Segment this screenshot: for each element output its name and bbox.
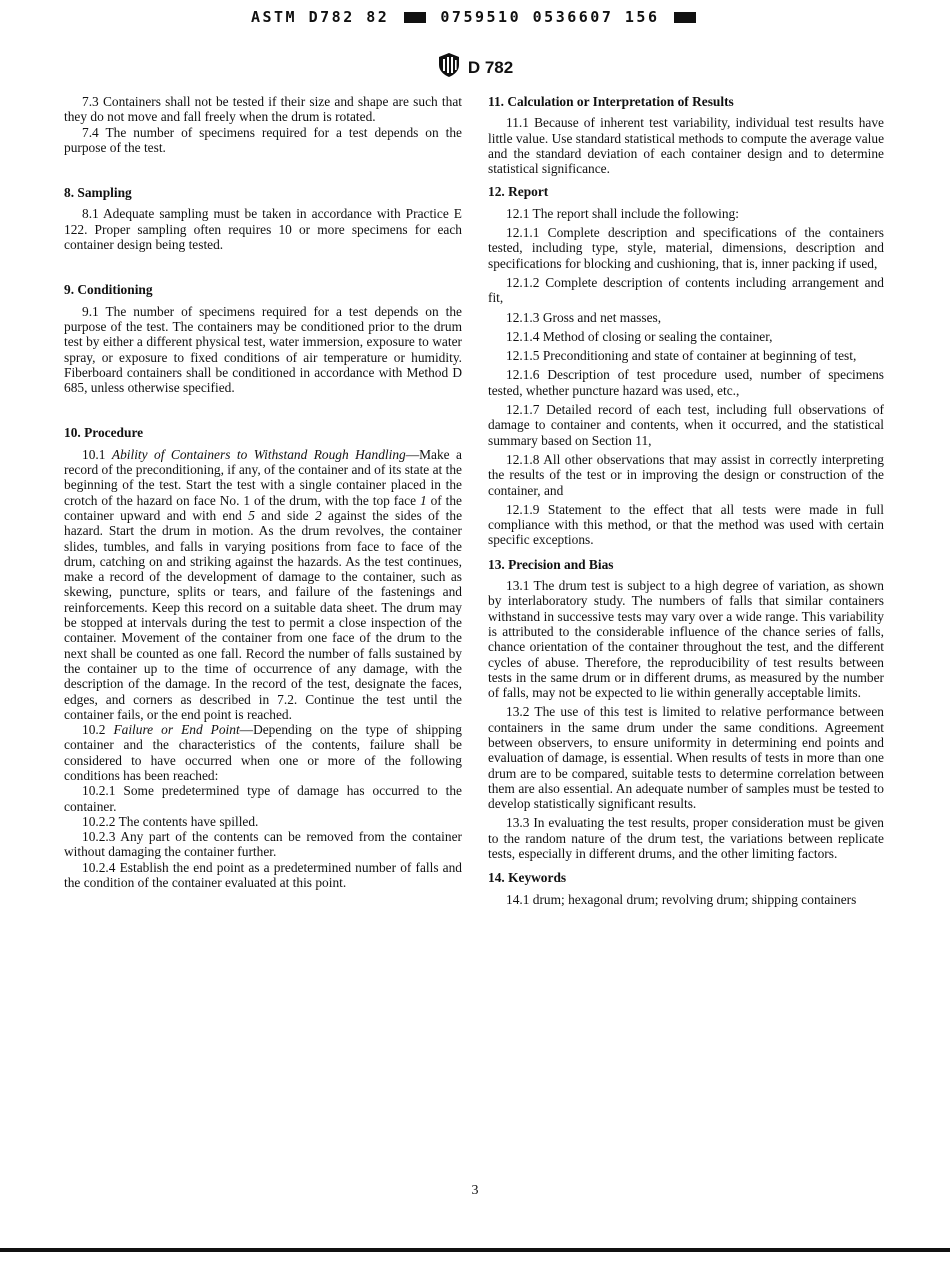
right-column [488,94,884,907]
standard-designation: D 782 [467,57,514,77]
paragraph-7-3: 7.3 Containers shall not be tested if their size and shape are such that they do not move and fall freely when the drum is rotated. [64,94,462,125]
paragraph-11-1: 11.1 Because of inherent test variability, individual test results have little value. Use standard statistical methods to compute the average value and the standard deviation of each container design and to determine statistical significance. [488,115,885,177]
heading-calculation: 11. Calculation or Interpretation of Results [488,94,734,109]
paragraph-10-1-text-b: of the container upward and with end [64,492,462,523]
paragraph-12-1-7: 12.1.7 Detailed record of each test, including full observations of damage to container and contents, when it occurred, and the statistical summary based on Section 11, [488,402,884,448]
running-header-part1: ASTM D782 82 [250,8,390,26]
face-number-1: 1 [419,492,427,508]
paragraph-10-1-text-c: and side [254,507,315,523]
paragraph-10-2-2: 10.2.2 The contents have spilled. [82,813,259,829]
paragraph-9-1: 9.1 The number of specimens required for a test depends on the purpose of the test. The containers may be conditioned prior to the drum test by either a different physical test, water immersion, exposure to water spray, or exposure to fixed conditions of air temperature or humidity. Fiberboard containers shall be conditioned in accordance with Method D 685, unless otherwise specified. [64,303,462,396]
paragraph-10-2-number: 10.2 [82,722,114,738]
side-number-2: 2 [314,507,322,523]
end-number-5: 5 [248,507,255,523]
paragraph-10-1-text-a: —Make a record of the preconditioning, if any, of the container and of its state at the beginning of the test. Start the test with a single container placed in the crotch of the hazard on face No. 1 of the drum, with the top face [64,446,463,508]
heading-procedure: 10. Procedure [64,425,144,441]
running-header-part2: 0759510 0536607 156 [440,8,660,26]
astm-logo-icon [437,52,461,83]
paragraph-10-2 [64,722,462,783]
black-block-mark [404,12,426,23]
paragraph-12-1-3: 12.1.3 Gross and net masses, [506,309,662,325]
paragraph-10-2-3: 10.2.3 Any part of the contents can be removed from the container without damaging the container further. [64,829,462,860]
paragraph-12-1-5: 12.1.5 Preconditioning and state of container at beginning of test, [506,348,857,364]
paragraph-10-1-title: Ability of Containers to Withstand Rough Handling [111,446,406,462]
heading-conditioning: 9. Conditioning [64,282,153,298]
paragraph-12-1-6: 12.1.6 Description of test procedure used, number of specimens tested, whether puncture hazard was used, etc., [488,367,884,398]
paragraph-12-1-4: 12.1.4 Method of closing or sealing the container, [506,328,773,344]
paragraph-8-1: 8.1 Adequate sampling must be taken in accordance with Practice E 122. Proper sampling often requires 10 or more specimens for each container design being tested. [64,206,462,253]
paragraph-12-1: 12.1 The report shall include the following: [506,205,739,221]
footer-rule [0,1248,950,1252]
paragraph-13-3: 13.3 In evaluating the test results, proper consideration must be given to the random nature of the drum test, the variations between replicate tests, especially in different drums, and the other limiting factors. [488,815,884,862]
heading-precision-bias: 13. Precision and Bias [488,556,614,572]
heading-keywords: 14. Keywords [488,870,567,886]
paragraph-7-4: 7.4 The number of specimens required for a test depends on the purpose of the test. [64,124,462,155]
left-column [64,94,462,890]
paragraph-13-2: 13.2 The use of this test is limited to relative performance between containers in the same drum under the same conditions. Agreement between observers, to ensure uniformity in determining end points and evaluation of damage, is essential. When results of tests in more than one drum are to be compared, suitable tests to determine correlation between them are also essential. An adequate number of samples must be tested to develop statistically significant results. [488,704,884,812]
paragraph-10-2-1: 10.2.1 Some predetermined type of damage has occurred to the container. [64,783,462,814]
paragraph-10-1-number: 10.1 [82,446,112,462]
heading-sampling: 8. Sampling [64,185,132,201]
heading-report: 12. Report [488,184,549,200]
page-number: 3 [471,1183,479,1198]
paragraph-14-1: 14.1 drum; hexagonal drum; revolving drum; shipping containers [506,891,857,907]
paragraph-10-2-4: 10.2.4 Establish the end point as a predetermined number of falls and the condition of the container evaluated at this point. [64,859,462,891]
paragraph-10-1-text-d: against the sides of the hazard. Start the drum in motion. As the drum revolves, the container slides, tumbles, and falls in varying positions from face to face of the drum, catching on and striking against the hazards. As the test continues, make a record of the development of damage to the container, such as skewing, puncture, splits or tears, and failure of the fastenings and reinforcements. Keep this record on a suitable data sheet. The drum may be stopped at intervals during the test to permit a close inspection of the container. Movement of the container from one face of the drum to the next shall be counted as one fall. Record the number of falls sustained by the container up to the time of occurrence of any damage, with the description of the damage. In the record of the test, designate the faces, edges, and corners as described in 7.2. Continue the test until the container fails, or the end point is reached. [64,507,463,722]
paragraph-10-1 [64,447,462,722]
black-block-mark [674,12,696,23]
paragraph-10-2-text: —Depending on the type of shipping container and the characteristics of the contents, failure shall be considered to have occurred when one or more of the following conditions has been reached: [64,722,462,783]
paragraph-12-1-9: 12.1.9 Statement to the effect that all tests were made in full compliance with this method, or that the method was used with certain specific exceptions. [488,501,884,548]
standard-header [0,52,950,83]
paragraph-13-1: 13.1 The drum test is subject to a high degree of variation, as shown by interlaboratory study. The numbers of falls that similar containers withstand in successive tests may vary over a wide range. This variability is attributed to the considerable influence of the chance series of falls, chance orientation of the container throughout the test, and the different cycles of abuse. Therefore, the reproducibility of test results between tests in the same drum or in different drums, as measured by the number of falls, may not be expected to lie within generally acceptable limits. [488,578,884,701]
paragraph-12-1-8: 12.1.8 All other observations that may assist in correctly interpreting the results of the test or in improving the design or construction of the container, and [488,451,884,498]
paragraph-12-1-2: 12.1.2 Complete description of contents including arrangement and fit, [488,274,884,306]
paragraph-10-2-title: Failure or End Point [113,722,240,738]
running-header-code [0,8,950,26]
paragraph-12-1-1: 12.1.1 Complete description and specifications of the containers tested, including type, style, material, dimensions, description and specifications for blocking and cushioning, that is, inner packing if used, [488,225,884,271]
